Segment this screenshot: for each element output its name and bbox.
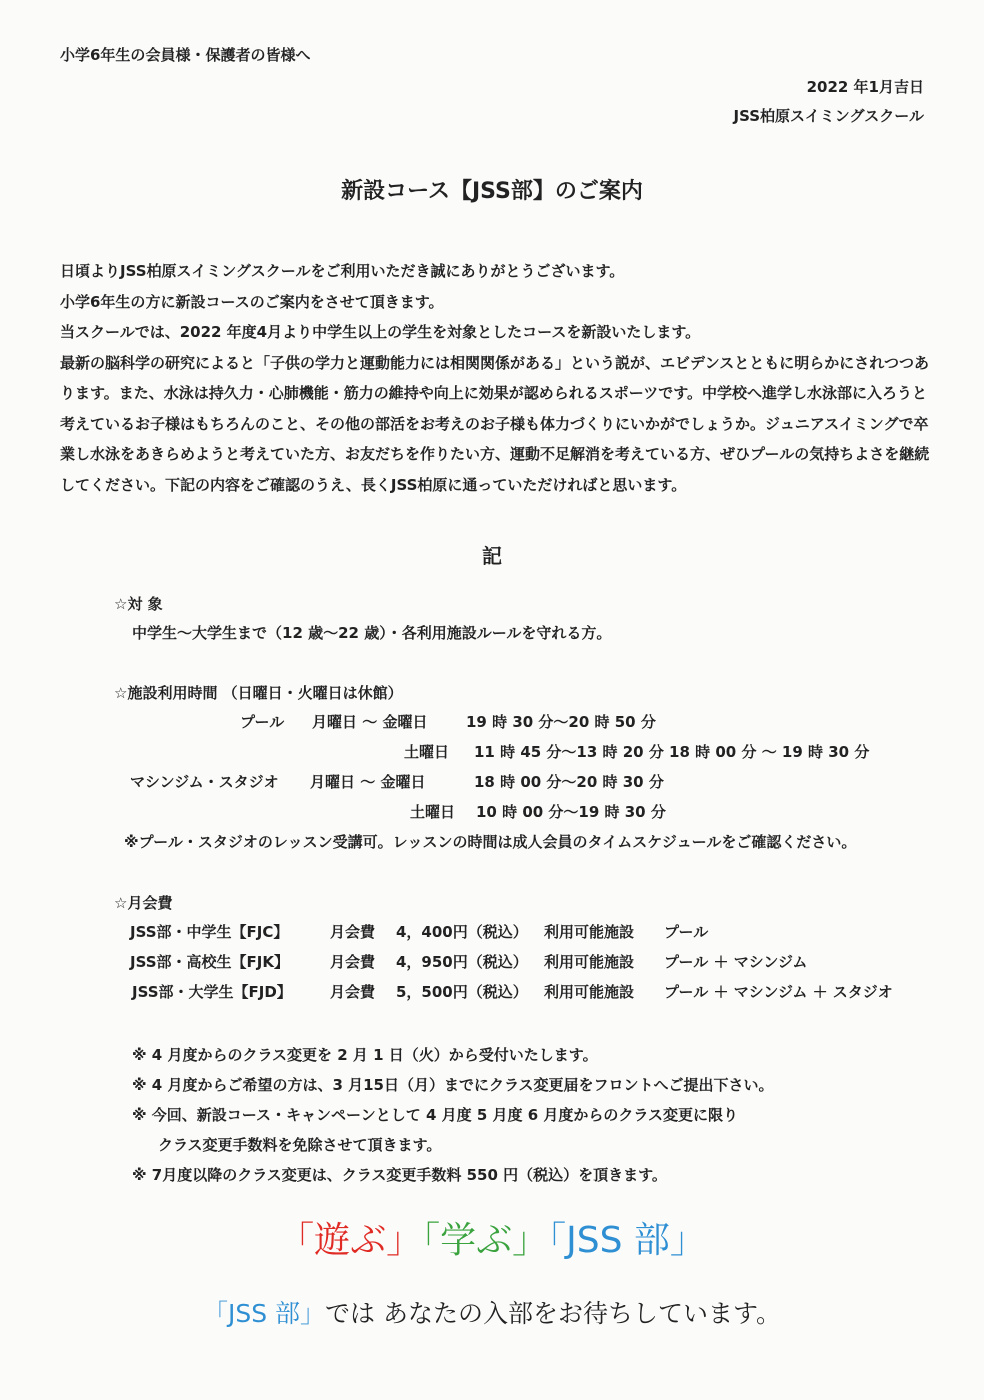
pool-saturday-day: 土曜日 xyxy=(404,743,450,761)
target-heading: ☆対 象 xyxy=(114,595,163,613)
slogan-learn: 「学ぶ」 xyxy=(422,1220,549,1261)
hours-note: ※プール・スタジオのレッスン受講可。レッスンの時間は成人会員のタイムスケジュールをご確認ください。 xyxy=(124,833,857,851)
intro-paragraph-2: 小学6年生の方に新設コースのご案内をさせて頂きます。 xyxy=(60,292,444,311)
slogan-play: 「遊ぶ」 xyxy=(278,1220,423,1261)
fee-row-label: 月会費 xyxy=(330,953,376,971)
gym-saturday-day: 土曜日 xyxy=(410,803,456,821)
intro-section xyxy=(60,256,940,500)
hours-heading: ☆施設利用時間 （日曜日・火曜日は休館） xyxy=(114,684,403,702)
fee-row-facilities: プール ＋ マシンジム ＋ スタジオ xyxy=(664,983,893,1001)
invitation-text: では あなたの入部をお待ちしています。 xyxy=(325,1299,781,1328)
fee-row-price: 5，500円（税込） xyxy=(396,983,528,1001)
gym-weekday-time: 18 時 00 分～20 時 30 分 xyxy=(474,773,664,791)
fee-row-facilities: プール xyxy=(664,923,709,941)
sender-name: JSS柏原スイミングスクール xyxy=(733,107,924,125)
gym-label: マシンジム・スタジオ xyxy=(130,773,279,791)
recipient-line: 小学6年生の会員様・保護者の皆様へ xyxy=(60,46,311,64)
fee-row-course: JSS部・高校生【FJK】 xyxy=(130,953,289,971)
intro-paragraph-1: 日頃よりJSS柏原スイミングスクールをご利用いただき誠にありがとうございます。 xyxy=(60,262,625,280)
note-item-continuation: クラス変更手数料を免除させて頂きます。 xyxy=(158,1136,442,1154)
slogan-jss: 「JSS 部」 xyxy=(548,1220,706,1261)
fee-row-price: 4，400円（税込） xyxy=(396,923,528,941)
fee-row-label: 月会費 xyxy=(330,923,376,941)
fees-heading: ☆月会費 xyxy=(114,894,173,912)
target-text: 中学生～大学生まで（12 歳～22 歳）・各利用施設ルールを守れる方。 xyxy=(132,624,612,642)
issue-date: 2022 年1月吉日 xyxy=(806,78,924,96)
gym-weekday-days: 月曜日 ～ 金曜日 xyxy=(310,773,426,791)
note-item: ※ 7月度以降のクラス変更は、クラス変更手数料 550 円（税込）を頂きます。 xyxy=(132,1166,667,1184)
fee-row-price: 4，950円（税込） xyxy=(396,953,528,971)
gym-saturday-time: 10 時 00 分～19 時 30 分 xyxy=(476,803,666,821)
note-item: ※ 今回、新設コース・キャンペーンとして 4 月度 5 月度 6 月度からのクラス変更に限り xyxy=(132,1106,738,1124)
pool-weekday-days: 月曜日 ～ 金曜日 xyxy=(312,713,428,731)
fee-row-label: 月会費 xyxy=(330,983,376,1001)
pool-label: プール xyxy=(240,713,285,731)
fee-row-course: JSS部・大学生【FJD】 xyxy=(132,983,292,1001)
note-item: ※ 4 月度からのクラス変更を 2 月 1 日（火）から受付いたします。 xyxy=(132,1046,598,1064)
fee-row-facility-label: 利用可能施設 xyxy=(544,983,635,1001)
pool-weekday-time: 19 時 30 分～20 時 50 分 xyxy=(466,713,656,731)
fee-row-facility-label: 利用可能施設 xyxy=(544,923,635,941)
pool-saturday-time: 11 時 45 分～13 時 20 分 18 時 00 分 ～ 19 時 30 分 xyxy=(474,743,870,761)
ki-heading: 記 xyxy=(482,544,502,568)
document-title: 新設コース【JSS部】のご案内 xyxy=(341,179,643,204)
slogan-line xyxy=(0,1212,984,1263)
fee-row-course: JSS部・中学生【FJC】 xyxy=(130,923,289,941)
invitation-line xyxy=(0,1294,984,1330)
intro-paragraph-4: 最新の脳科学の研究によると「子供の学力と運動能力には相関関係がある」という説が、エビデンスとともに明らかにされつつあります。また、水泳は持久力・心肺機能・筋力の維持や向上に効果が認められるスポーツです。中学校へ進学し水泳部に入ろうと考えているお子様はもちろんのこと、その他の部活をお考えのお子様も体力づくりにいかがでしょうか。ジュニアスイミングで卒業し水泳をあきらめようと考えていた方、お友だちを作りたい方、運動不足解消を考えている方、ぜひプールの気持ちよさを継続してください。下記の内容をご確認のうえ、長くJSS柏原に通っていただければと思います。 xyxy=(60,353,930,494)
invitation-highlight: 「JSS 部」 xyxy=(202,1299,326,1328)
intro-paragraph-3: 当スクールでは、2022 年度4月より中学生以上の学生を対象としたコースを新設いたします。 xyxy=(60,323,701,341)
fee-row-facility-label: 利用可能施設 xyxy=(544,953,635,971)
note-item: ※ 4 月度からご希望の方は、3 月15日（月）までにクラス変更届をフロントへご提出下さい。 xyxy=(132,1076,774,1094)
fee-row-facilities: プール ＋ マシンジム xyxy=(664,953,808,971)
